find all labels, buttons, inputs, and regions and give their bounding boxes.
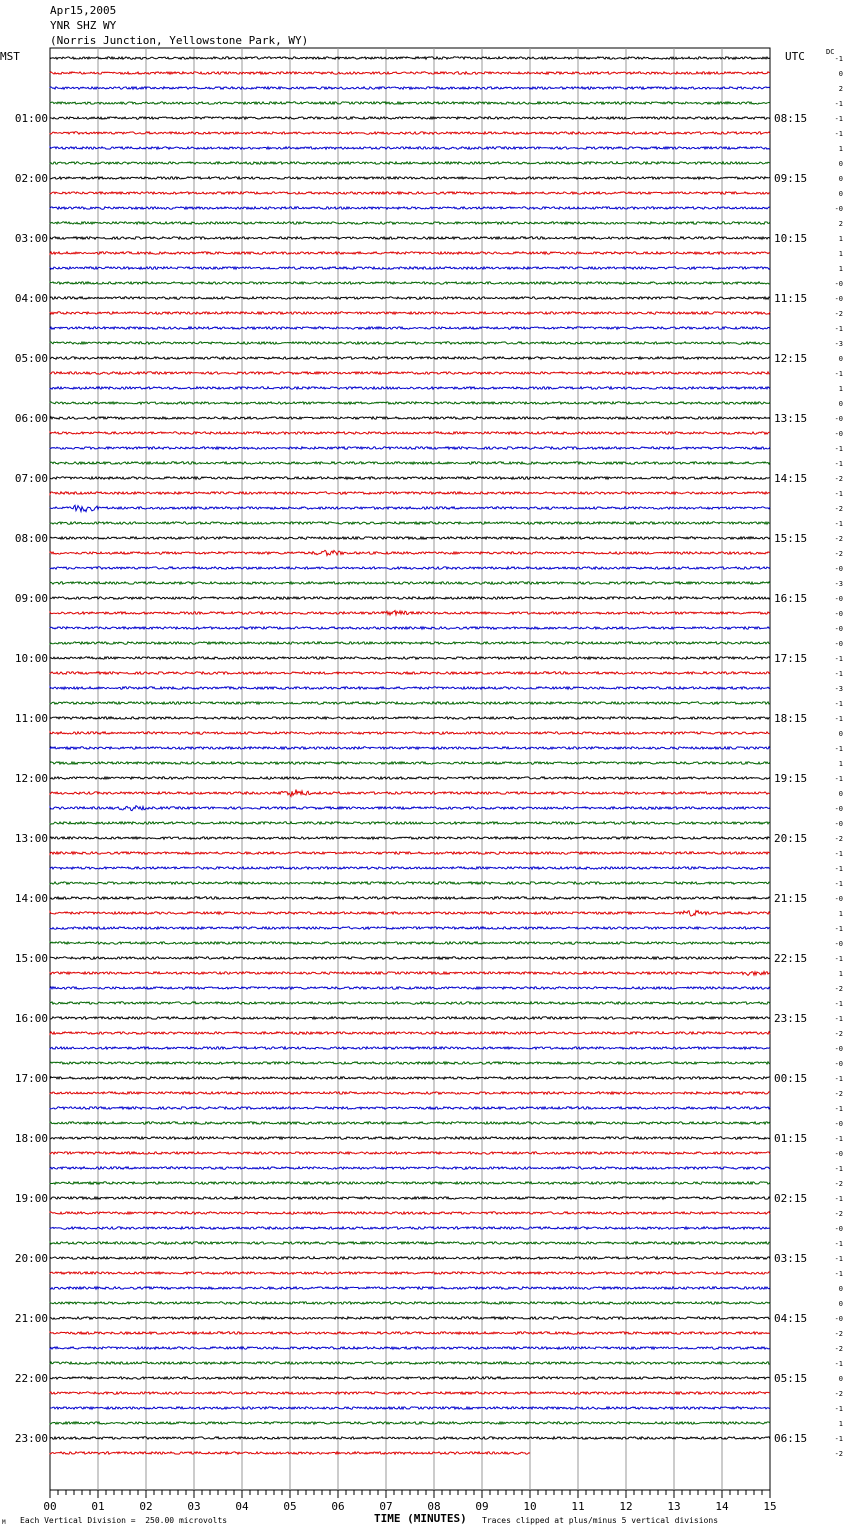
x-tick-label: 01 (91, 1500, 105, 1513)
seismic-trace (50, 582, 770, 584)
dc-offset-label: -2 (834, 1180, 843, 1188)
x-tick-label: 13 (667, 1500, 681, 1513)
seismic-trace (50, 432, 770, 434)
dc-offset-label: -0 (834, 565, 843, 573)
utc-hour-label: 01:15 (774, 1132, 808, 1145)
seismic-trace (50, 717, 770, 719)
utc-hour-label: 23:15 (774, 1012, 808, 1025)
dc-offset-label: 2 (838, 85, 843, 93)
dc-offset-label: -2 (834, 1390, 843, 1398)
seismic-trace (50, 57, 770, 59)
dc-offset-label: -0 (834, 1225, 843, 1233)
mst-hour-label: 06:00 (14, 412, 48, 425)
x-tick-label: 06 (331, 1500, 345, 1513)
seismic-trace (50, 1122, 770, 1124)
dc-offset-label: 1 (838, 970, 843, 978)
dc-offset-label: -1 (834, 850, 843, 858)
seismic-trace (50, 72, 770, 74)
seismic-trace (50, 1077, 770, 1079)
seismic-trace (50, 1287, 770, 1289)
seismic-trace (50, 357, 770, 359)
utc-hour-label: 13:15 (774, 412, 808, 425)
dc-offset-label: -1 (834, 490, 843, 498)
x-tick-label: 02 (139, 1500, 153, 1513)
seismic-trace (50, 342, 770, 344)
seismic-trace (50, 1152, 770, 1154)
seismic-trace (50, 1167, 770, 1169)
utc-hour-label: 20:15 (774, 832, 808, 845)
dc-offset-label: -1 (834, 745, 843, 753)
seismic-trace (50, 1032, 770, 1034)
seismic-trace (50, 1377, 770, 1379)
dc-offset-label: 0 (838, 160, 843, 168)
dc-offset-label: 0 (838, 1375, 843, 1383)
seismic-trace (50, 87, 770, 89)
dc-offset-label: -1 (834, 700, 843, 708)
mst-hour-label: 08:00 (14, 532, 48, 545)
station-location: (Norris Junction, Yellowstone Park, WY) (50, 34, 309, 47)
dc-offset-label: -2 (834, 1345, 843, 1353)
dc-offset-label: -1 (834, 955, 843, 963)
seismic-trace (50, 867, 770, 869)
seismic-trace (50, 550, 770, 555)
utc-hour-label: 10:15 (774, 232, 808, 245)
dc-offset-label: -1 (834, 880, 843, 888)
dc-offset-label: -1 (834, 775, 843, 783)
seismic-trace (50, 477, 770, 479)
seismic-trace (50, 927, 770, 929)
seismic-trace (50, 282, 770, 284)
mst-hour-label: 19:00 (14, 1192, 48, 1205)
dc-offset-label: -0 (834, 895, 843, 903)
dc-offset-label: -1 (834, 115, 843, 123)
dc-offset-label: -0 (834, 295, 843, 303)
utc-hour-label: 15:15 (774, 532, 808, 545)
mst-hour-label: 04:00 (14, 292, 48, 305)
mst-hour-label: 02:00 (14, 172, 48, 185)
dc-offset-label: -0 (834, 595, 843, 603)
dc-offset-label: -1 (834, 520, 843, 528)
dc-offset-label: -1 (834, 1270, 843, 1278)
utc-hour-label: 11:15 (774, 292, 808, 305)
seismic-trace (50, 672, 770, 674)
utc-hour-label: 18:15 (774, 712, 808, 725)
seismic-trace (50, 192, 770, 194)
dc-offset-label: -1 (834, 460, 843, 468)
dc-offset-label: -1 (834, 1165, 843, 1173)
dc-offset-label: -1 (834, 1015, 843, 1023)
seismic-trace (50, 702, 770, 704)
seismic-trace (50, 852, 770, 854)
x-tick-label: 03 (187, 1500, 201, 1513)
dc-offset-label: -1 (834, 1000, 843, 1008)
dc-offset-label: 1 (838, 385, 843, 393)
dc-offset-label: -2 (834, 475, 843, 483)
seismic-trace (50, 522, 770, 524)
seismic-trace (50, 822, 770, 824)
seismic-trace (50, 1092, 770, 1094)
seismic-trace (50, 1242, 770, 1244)
dc-offset-label: -0 (834, 1045, 843, 1053)
dc-offset-label: -1 (834, 670, 843, 678)
dc-offset-label: -0 (834, 1120, 843, 1128)
seismic-trace (50, 162, 770, 164)
seismic-trace (50, 1272, 770, 1274)
utc-hour-label: 00:15 (774, 1072, 808, 1085)
seismic-trace (50, 237, 770, 239)
dc-offset-label: -1 (834, 370, 843, 378)
dc-offset-label: -0 (834, 805, 843, 813)
seismic-trace (50, 762, 770, 764)
dc-offset-label: -0 (834, 1315, 843, 1323)
utc-hour-label: 03:15 (774, 1252, 808, 1265)
x-tick-label: 04 (235, 1500, 249, 1513)
utc-hour-label: 12:15 (774, 352, 808, 365)
seismic-trace (50, 447, 770, 449)
dc-offset-label: -2 (834, 310, 843, 318)
utc-hour-label: 16:15 (774, 592, 808, 605)
dc-offset-label: 0 (838, 1285, 843, 1293)
seismic-trace (50, 1182, 770, 1184)
seismic-trace (50, 911, 770, 916)
dc-offset-label: -2 (834, 835, 843, 843)
seismic-trace (50, 505, 770, 511)
seismic-trace (50, 1047, 770, 1049)
dc-offset-label: -2 (834, 505, 843, 513)
x-tick-label: 12 (619, 1500, 633, 1513)
dc-offset-label: -3 (834, 580, 843, 588)
dc-offset-label: -1 (834, 130, 843, 138)
seismic-trace (50, 567, 770, 569)
seismic-trace (50, 987, 770, 989)
dc-offset-label: -2 (834, 1450, 843, 1458)
utc-hour-label: 02:15 (774, 1192, 808, 1205)
seismic-trace (50, 492, 770, 494)
seismic-trace (50, 837, 770, 839)
dc-offset-label: 1 (838, 145, 843, 153)
x-tick-label: 00 (43, 1500, 57, 1513)
seismic-trace (50, 1062, 770, 1064)
dc-offset-label: -1 (834, 715, 843, 723)
dc-offset-label: -1 (834, 100, 843, 108)
seismic-trace (50, 372, 770, 374)
seismic-trace (50, 327, 770, 329)
dc-offset-label: -1 (834, 655, 843, 663)
mst-hour-label: 20:00 (14, 1252, 48, 1265)
seismic-trace (50, 777, 770, 779)
utc-hour-label: 17:15 (774, 652, 808, 665)
dc-offset-label: 0 (838, 190, 843, 198)
seismic-trace (50, 207, 770, 209)
x-tick-label: 08 (427, 1500, 441, 1513)
mst-hour-label: 17:00 (14, 1072, 48, 1085)
mst-hour-label: 11:00 (14, 712, 48, 725)
mst-hour-label: 15:00 (14, 952, 48, 965)
dc-offset-label: 0 (838, 730, 843, 738)
utc-hour-label: 22:15 (774, 952, 808, 965)
dc-offset-label: -1 (834, 325, 843, 333)
dc-offset-label: 2 (838, 220, 843, 228)
utc-hour-label: 09:15 (774, 172, 808, 185)
seismic-trace (50, 252, 770, 254)
dc-offset-label: -0 (834, 820, 843, 828)
seismic-trace (50, 1317, 770, 1319)
dc-offset-label: -0 (834, 430, 843, 438)
dc-offset-label: -0 (834, 1060, 843, 1068)
x-tick-label: 11 (571, 1500, 585, 1513)
seismic-trace (50, 267, 770, 269)
dc-offset-label: -2 (834, 535, 843, 543)
dc-offset-label: -0 (834, 610, 843, 618)
dc-offset-label: -2 (834, 1210, 843, 1218)
seismic-trace (50, 1002, 770, 1004)
dc-offset-label: 1 (838, 235, 843, 243)
x-tick-label: 09 (475, 1500, 489, 1513)
utc-hour-label: 06:15 (774, 1432, 808, 1445)
seismic-trace (50, 222, 770, 224)
dc-offset-label: -1 (834, 1255, 843, 1263)
dc-offset-label: 1 (838, 760, 843, 768)
dc-offset-label: -2 (834, 550, 843, 558)
record-date: Apr15,2005 (50, 4, 117, 17)
mst-hour-label: 07:00 (14, 472, 48, 485)
seismic-trace (50, 147, 770, 149)
dc-offset-label: -2 (834, 1030, 843, 1038)
dc-offset-label: -1 (834, 445, 843, 453)
dc-offset-label: 0 (838, 175, 843, 183)
mst-hour-label: 12:00 (14, 772, 48, 785)
x-tick-label: 14 (715, 1500, 729, 1513)
seismic-trace (50, 597, 770, 599)
dc-offset-label: -0 (834, 415, 843, 423)
x-tick-label: 07 (379, 1500, 393, 1513)
x-tick-label: 15 (763, 1500, 777, 1513)
dc-offset-label: -3 (834, 685, 843, 693)
seismic-trace (50, 1422, 770, 1424)
seismic-trace (50, 1332, 770, 1334)
seismic-trace (50, 806, 770, 811)
seismic-trace (50, 897, 770, 899)
seismic-trace (50, 657, 770, 659)
seismic-trace (50, 537, 770, 539)
mst-hour-label: 03:00 (14, 232, 48, 245)
dc-offset-label: 1 (838, 250, 843, 258)
mst-hour-label: 23:00 (14, 1432, 48, 1445)
utc-hour-label: 08:15 (774, 112, 808, 125)
seismic-trace (50, 732, 770, 734)
seismic-trace (50, 1407, 770, 1409)
utc-hour-label: 14:15 (774, 472, 808, 485)
dc-offset-label: -1 (834, 1360, 843, 1368)
seismic-trace (50, 687, 770, 689)
seismic-trace (50, 297, 770, 299)
seismic-trace (50, 402, 770, 404)
mst-hour-label: 05:00 (14, 352, 48, 365)
mst-hour-label: 09:00 (14, 592, 48, 605)
mst-hour-label: 01:00 (14, 112, 48, 125)
dc-offset-label: -1 (834, 1195, 843, 1203)
dc-offset-label: -2 (834, 1330, 843, 1338)
seismic-trace (50, 942, 770, 944)
dc-offset-label: -1 (834, 1105, 843, 1113)
seismic-trace (50, 102, 770, 104)
seismic-trace (50, 882, 770, 884)
mst-hour-label: 16:00 (14, 1012, 48, 1025)
seismic-trace (50, 132, 770, 134)
dc-offset-label: -2 (834, 1090, 843, 1098)
seismic-trace (50, 1392, 770, 1394)
dc-offset-label: 0 (838, 355, 843, 363)
dc-offset-label: -0 (834, 625, 843, 633)
dc-offset-header: DC (826, 48, 835, 56)
dc-offset-label: -1 (834, 1240, 843, 1248)
dc-offset-label: -1 (834, 1405, 843, 1413)
seismic-trace (50, 642, 770, 644)
utc-hour-label: 19:15 (774, 772, 808, 785)
seismic-trace (50, 312, 770, 314)
seismic-trace (50, 957, 770, 959)
dc-offset-label: -1 (834, 1075, 843, 1083)
dc-offset-label: 0 (838, 400, 843, 408)
dc-offset-label: 1 (838, 1420, 843, 1428)
dc-offset-label: -0 (834, 205, 843, 213)
dc-offset-label: -1 (834, 865, 843, 873)
seismic-trace (50, 1302, 770, 1304)
utc-hour-label: 21:15 (774, 892, 808, 905)
seismic-trace (50, 627, 770, 629)
mst-hour-label: 13:00 (14, 832, 48, 845)
mst-hour-label: 21:00 (14, 1312, 48, 1325)
seismic-trace (50, 1017, 770, 1019)
seismic-trace (50, 1197, 770, 1199)
seismic-trace (50, 1347, 770, 1349)
dc-offset-label: -0 (834, 1150, 843, 1158)
x-tick-label: 10 (523, 1500, 537, 1513)
dc-offset-label: -2 (834, 985, 843, 993)
dc-offset-label: -1 (834, 1135, 843, 1143)
seismic-trace (50, 790, 770, 797)
x-tick-label: 05 (283, 1500, 297, 1513)
dc-offset-label: -0 (834, 940, 843, 948)
seismic-trace (50, 972, 770, 976)
seismic-trace (50, 387, 770, 389)
dc-offset-label: -0 (834, 640, 843, 648)
left-timezone-label: MST (0, 50, 20, 63)
mst-hour-label: 18:00 (14, 1132, 48, 1145)
seismic-trace (50, 1137, 770, 1139)
seismic-trace (50, 462, 770, 464)
dc-offset-label: -1 (834, 55, 843, 63)
dc-offset-label: -1 (834, 925, 843, 933)
seismic-trace (50, 117, 770, 119)
dc-offset-label: -3 (834, 340, 843, 348)
corner-mark: M (2, 1519, 6, 1526)
seismic-trace (50, 177, 770, 179)
mst-hour-label: 22:00 (14, 1372, 48, 1385)
vertical-scale-note: Each Vertical Division = 250.00 microvolts (20, 1516, 228, 1525)
dc-offset-label: 1 (838, 910, 843, 918)
utc-hour-label: 05:15 (774, 1372, 808, 1385)
seismic-trace (50, 1257, 770, 1259)
seismic-trace (50, 1212, 770, 1214)
seismic-trace (50, 1227, 770, 1229)
seismic-trace (50, 1362, 770, 1364)
right-timezone-label: UTC (785, 50, 805, 63)
mst-hour-label: 14:00 (14, 892, 48, 905)
x-axis-title: TIME (MINUTES) (374, 1512, 467, 1525)
dc-offset-label: 0 (838, 790, 843, 798)
seismic-trace (50, 1107, 770, 1109)
seismic-trace (50, 747, 770, 749)
clipping-note: Traces clipped at plus/minus 5 vertical divisions (482, 1516, 719, 1525)
seismic-trace (50, 1437, 770, 1439)
dc-offset-label: 1 (838, 265, 843, 273)
seismic-trace (50, 417, 770, 419)
dc-offset-label: -1 (834, 1435, 843, 1443)
station-code: YNR SHZ WY (50, 19, 117, 32)
dc-offset-label: 0 (838, 70, 843, 78)
mst-hour-label: 10:00 (14, 652, 48, 665)
dc-offset-label: -0 (834, 280, 843, 288)
seismic-trace (50, 611, 770, 616)
dc-offset-label: 0 (838, 1300, 843, 1308)
utc-hour-label: 04:15 (774, 1312, 808, 1325)
